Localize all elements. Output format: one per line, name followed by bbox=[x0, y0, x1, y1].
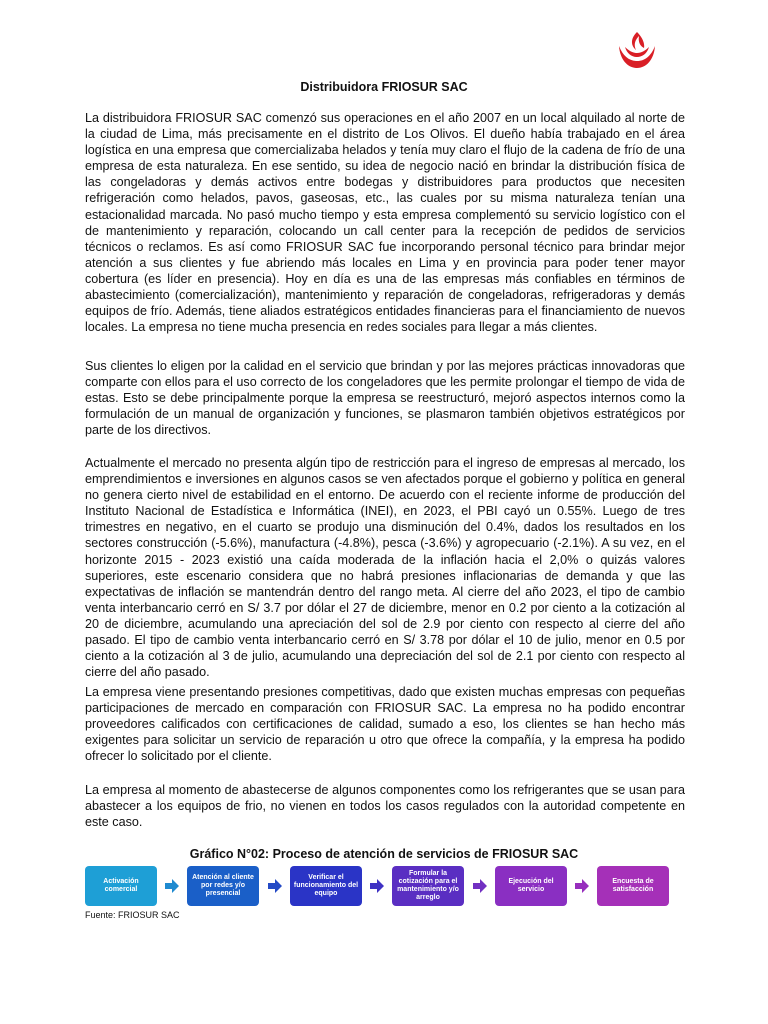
paragraph-market: Actualmente el mercado no presenta algún tipo de restricción para el ingreso de empresas al mercado, los emprendimientos e inversiones en algunos casos se ven afectados porque el gobierno y política en general no genera cierto nivel de estabilidad en el entorno. De acuerdo con el reciente informe de producción del Instituto Nacional de Estadística e Informática (INEI), en 2023, el PBI cayó un 0.55%. Luego de tres trimestres en negativo, en el cuarto se produjo una disminución del 0.4%, dados los resultados en los sectores construcción (-5.6%), manufactura (-4.8%), pesca (-3.6%) y agropecuario (-2.1%). A su vez, en el horizonte 2015 - 2023 existió una caída moderada de la inflación hacia el 2,0% o quizás valores superiores, este escenario considera que no habrá presiones inflacionarias de demanda y que las expectativas de inflación se mantendrán dentro del rango meta. Al cierre del año 2023, el tipo de cambio venta interbancario cerró en S/ 3.7 por dólar el 27 de diciembre, menor en 0.2 por ciento a la cotización al 20 de diciembre, acumulando una apreciación del sol de 2.9 por ciento con respecto al cierre del año pasado. El tipo de cambio venta interbancario cerró en S/ 3.78 por dólar el 10 de julio, menor en 0.5 por ciento a la cotización al 3 de julio, acumulando una depreciación del sol de 2.1 por ciento con respecto al cierre del año pasado. bbox=[85, 456, 685, 680]
process-step-5: Ejecución del servicio bbox=[495, 866, 567, 906]
process-step-3: Verificar el funcionamiento del equipo bbox=[290, 866, 362, 906]
arrow-right-icon bbox=[473, 879, 487, 893]
process-flow-diagram bbox=[85, 866, 675, 908]
process-step-6: Encuesta de satisfacción bbox=[597, 866, 669, 906]
upc-flame-logo bbox=[614, 28, 660, 74]
arrow-right-icon bbox=[268, 879, 282, 893]
paragraph-competition: La empresa viene presentando presiones competitivas, dado que existen muchas empresas con pequeñas participaciones de mercado en comparación con FRIOSUR SAC. La empresa no ha podido encontrar proveedores calificados con certificaciones de calidad, sumado a eso, los clientes se han hecho más exigentes para solicitar un servicio de reparación u otro que ofrece la compañía, y la empresa ha podido ofrecer lo solicitado por el cliente. bbox=[85, 685, 685, 764]
process-step-4: Formular la cotización para el mantenimiento y/o arreglo bbox=[392, 866, 464, 906]
paragraph-clients: Sus clientes lo eligen por la calidad en el servicio que brindan y por las mejores prácticas innovadoras que comparte con ellos para el uso correcto de los congeladores que les permite prolongar el tiempo de vida de estas. Esto se debe principalmente porque la empresa se reestructuró, mejoró aspectos internos como la formulación de un manual de organización y funciones, se plasmaron también objetivos estratégicos por parte de los directivos. bbox=[85, 359, 685, 438]
process-step-2: Atención al cliente por redes y/o presencial bbox=[187, 866, 259, 906]
arrow-right-icon bbox=[575, 879, 589, 893]
arrow-right-icon bbox=[370, 879, 384, 893]
paragraph-history: La distribuidora FRIOSUR SAC comenzó sus operaciones en el año 2007 en un local alquilado al norte de la ciudad de Lima, más precisamente en el distrito de Los Olivos. El dueño había trabajado en el área logística en una empresa que comercializaba helados y tenía muy claro el flujo de la cadena de frío de una empresa de esta naturaleza. En ese sentido, su idea de negocio nació en brindar la distribución física de las congeladoras y demás activos entre bodegas y distribuidores para productos que necesiten refrigeración como helados, pavos, gaseosas, etc., las cuales por su misma naturaleza tenían una estacionalidad marcada. No pasó mucho tiempo y esta empresa complementó su servicio logístico con el de mantenimiento y reparación, colocando un call center para la recepción de pedidos de servicios técnicos o reclamos. Es así como FRIOSUR SAC fue incorporando personal técnico para brindar mejor atención a sus clientes y fue abriendo más locales en Lima y en provincia para poder tener mayor cobertura (es líder en presencia). Hoy en día es una de las empresas más confiables en términos de abastecimiento (comercialización), mantenimiento y reparación de congeladoras, refrigeradoras y demás equipos de frío. Además, tiene aliados estratégicos entidades financieras para el financiamiento de nuevos locales. La empresa no tiene mucha presencia en redes sociales para llegar a más clientes. bbox=[85, 111, 685, 335]
figure-source: Fuente: FRIOSUR SAC bbox=[85, 910, 180, 920]
figure-title: Gráfico N°02: Proceso de atención de servicios de FRIOSUR SAC bbox=[189, 847, 579, 861]
arrow-right-icon bbox=[165, 879, 179, 893]
document-title: Distribuidora FRIOSUR SAC bbox=[300, 80, 468, 94]
process-step-1: Activación comercial bbox=[85, 866, 157, 906]
paragraph-suppliers: La empresa al momento de abastecerse de algunos componentes como los refrigerantes que se usan para abastecer a los equipos de frio, no vienen en todos los casos regulados con la autoridad competente en este caso. bbox=[85, 783, 685, 830]
